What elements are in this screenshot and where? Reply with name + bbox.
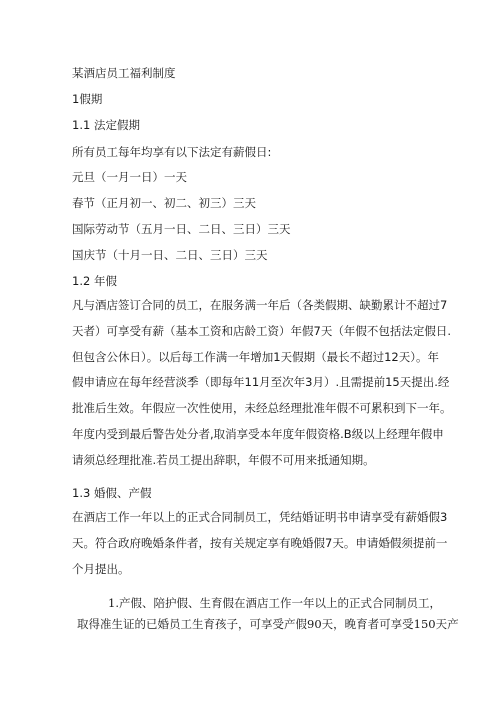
holiday-item: 春节（正月初一、初二、初三）三天 bbox=[72, 196, 256, 210]
paragraph-line: 在酒店工作一年以上的正式合同制员工，凭结婚证明书申请享受有薪婚假3 bbox=[72, 510, 448, 524]
annual-leave-paragraph bbox=[72, 293, 452, 474]
marriage-leave-paragraph bbox=[72, 505, 448, 582]
holiday-item: 国庆节（十月一日、二日、三日）三天 bbox=[72, 248, 268, 262]
maternity-line-1: 1.产假、陪护假、生育假在酒店工作一年以上的正式合同制员工， bbox=[108, 596, 441, 610]
section-heading-1-1: 1.1 法定假期 bbox=[72, 118, 140, 132]
paragraph-line: 年度内受到最后警告处分者,取消享受本年度年假资格.B级以上经理年假申 bbox=[72, 426, 444, 441]
maternity-line-2: 取得准生证的已婚员工生育孩子，可享受产假90天，晚育者可享受150天产 bbox=[77, 617, 459, 631]
paragraph-line: 请须总经理批准.若员工提出辞职，年假不可用来抵通知期。 bbox=[72, 452, 375, 467]
section-heading-1-3: 1.3 婚假、产假 bbox=[72, 486, 152, 500]
section-heading-1-2: 1.2 年假 bbox=[72, 274, 117, 288]
paragraph-line: 假申请应在每年经营淡季（即每年11月至次年3月）.且需提前15天提出.经 bbox=[72, 375, 450, 390]
paragraph-line: 个月提出。 bbox=[72, 561, 130, 576]
holiday-item: 元旦（一月一日）一天 bbox=[72, 170, 187, 184]
section-heading-1: 1假期 bbox=[72, 92, 103, 106]
paragraph-line: 凡与酒店签订合同的员工，在服务满一年后（各类假期、缺勤累计不超过7 bbox=[72, 298, 448, 312]
holiday-intro: 所有员工每年均享有以下法定有薪假日: bbox=[72, 145, 272, 159]
paragraph-line: 天者）可享受有薪（基本工资和店龄工资）年假7天（年假不包括法定假日. bbox=[72, 323, 451, 338]
document-title: 某酒店员工福利制度 bbox=[72, 66, 176, 80]
paragraph-line: 但包含公休日）。以后每工作满一年增加1天假期（最长不超过12天）。年 bbox=[72, 349, 439, 364]
paragraph-line: 天。符合政府晚婚条件者，按有关规定享有晚婚假7天。申请婚假须提前一 bbox=[72, 535, 448, 550]
holiday-item: 国际劳动节（五月一日、二日、三日）三天 bbox=[72, 222, 291, 236]
paragraph-line: 批准后生效。年假应一次性使用，未经总经理批准年假不可累积到下一年。 bbox=[72, 401, 452, 416]
